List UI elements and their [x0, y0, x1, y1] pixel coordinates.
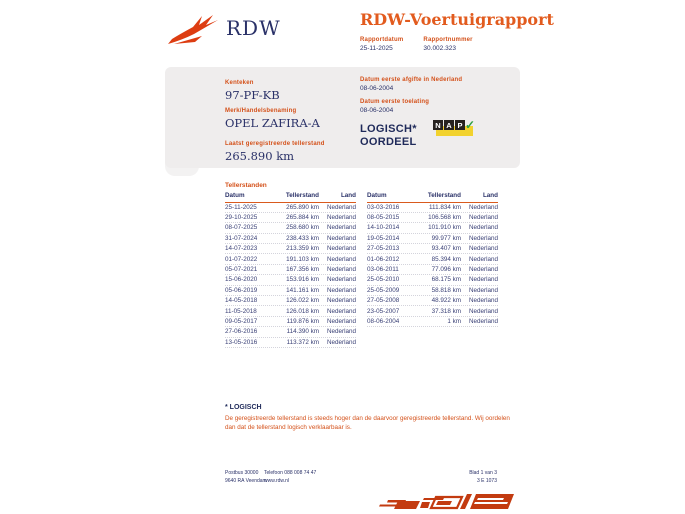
summary-left-column	[225, 80, 325, 169]
row-date: 27-05-2008	[367, 297, 400, 305]
footer-phone: Telefoon 088 008 74 47	[264, 470, 317, 476]
verdict-line2: OORDEEL	[360, 136, 417, 148]
nap-letter-a: A	[444, 120, 454, 130]
row-date: 23-05-2007	[367, 307, 400, 315]
row-country: Nederland	[326, 297, 356, 305]
row-country: Nederland	[468, 245, 498, 253]
table-header	[225, 192, 356, 203]
row-odometer: 68.175 km	[431, 276, 461, 284]
row-date: 13-05-2016	[225, 338, 258, 346]
column-header-date: Datum	[225, 192, 245, 199]
row-odometer: 126.022 km	[286, 297, 319, 305]
row-date: 11-05-2018	[225, 307, 257, 315]
row-odometer: 113.372 km	[286, 338, 319, 346]
row-country: Nederland	[326, 317, 356, 325]
column-header-odometer: Tellerstand	[285, 192, 319, 199]
row-date: 14-10-2014	[367, 224, 400, 232]
rdw-logo	[168, 14, 281, 46]
table-row	[225, 254, 356, 264]
row-odometer: 93.407 km	[431, 245, 461, 253]
first-admission-label: Datum eerste toelating	[360, 99, 430, 105]
nap-letter-p: P	[455, 120, 465, 130]
row-country: Nederland	[468, 203, 498, 211]
report-date-label: Rapportdatum	[360, 37, 404, 43]
row-date: 27-06-2016	[225, 328, 258, 336]
row-date: 05-07-2021	[225, 266, 258, 274]
row-country: Nederland	[326, 224, 356, 232]
column-header-country: Land	[340, 192, 356, 199]
vehicle-summary-box	[165, 67, 520, 168]
row-country: Nederland	[326, 286, 356, 294]
table-row	[225, 327, 356, 337]
odometer-section-title: Tellerstanden	[225, 182, 267, 189]
row-date: 08-06-2004	[367, 317, 400, 325]
row-odometer: 37.318 km	[431, 307, 461, 315]
odometer-block	[225, 141, 325, 163]
row-country: Nederland	[468, 317, 498, 325]
row-date: 19-05-2014	[367, 234, 400, 242]
row-country: Nederland	[326, 307, 356, 315]
table-row	[367, 254, 498, 264]
license-plate-label: Kenteken	[225, 80, 254, 86]
report-number-block	[423, 37, 472, 52]
footer-address-line1: Postbus 30000	[225, 470, 259, 476]
row-odometer: 106.568 km	[428, 214, 461, 222]
nap-logo	[433, 120, 479, 138]
row-date: 29-10-2025	[225, 214, 258, 222]
row-date: 09-05-2017	[225, 317, 258, 325]
footer-contact	[264, 469, 316, 485]
row-country: Nederland	[326, 214, 356, 222]
row-odometer: 258.680 km	[286, 224, 319, 232]
row-odometer: 213.359 km	[286, 245, 319, 253]
report-date-value: 25-11-2025	[360, 45, 393, 52]
row-country: Nederland	[468, 276, 498, 284]
row-odometer: 114.390 km	[286, 328, 319, 336]
row-country: Nederland	[468, 286, 498, 294]
verdict-line1: LOGISCH*	[360, 123, 417, 135]
row-date: 08-05-2015	[367, 214, 400, 222]
row-date: 15-06-2020	[225, 276, 258, 284]
table-row	[367, 275, 498, 285]
row-country: Nederland	[326, 266, 356, 274]
table-row	[367, 234, 498, 244]
first-issue-value: 08-06-2004	[360, 85, 394, 92]
report-meta	[360, 37, 473, 52]
row-odometer: 167.356 km	[286, 266, 319, 274]
row-date: 27-05-2013	[367, 245, 400, 253]
row-country: Nederland	[468, 214, 498, 222]
table-body	[225, 203, 356, 348]
rdw-wing-icon	[168, 14, 220, 46]
footer-website: www.rdw.nl	[264, 478, 290, 484]
footer-stripes-decoration	[372, 489, 522, 513]
row-date: 31-07-2024	[225, 234, 258, 242]
odometer-table-right	[367, 192, 498, 327]
row-odometer: 265.890 km	[286, 203, 319, 211]
table-row	[225, 213, 356, 223]
table-row	[367, 286, 498, 296]
row-country: Nederland	[326, 338, 356, 346]
table-row	[225, 223, 356, 233]
footer-address-line2: 9640 RA Veendam	[225, 478, 267, 484]
row-country: Nederland	[326, 234, 356, 242]
row-date: 03-06-2011	[367, 266, 399, 274]
table-row	[225, 306, 356, 316]
row-date: 03-03-2016	[367, 203, 400, 211]
odometer-label: Laatst geregistreerde tellerstand	[225, 141, 325, 147]
footer-page-info	[420, 469, 497, 485]
row-odometer: 77.096 km	[431, 266, 461, 274]
odometer-table-left	[225, 192, 356, 348]
checkmark-icon: ✓	[465, 118, 476, 132]
row-country: Nederland	[468, 297, 498, 305]
footnote-title: * LOGISCH	[225, 404, 262, 411]
nap-letter-n: N	[433, 120, 443, 130]
table-row	[225, 338, 356, 348]
row-date: 14-05-2018	[225, 297, 258, 305]
row-odometer: 1 km	[447, 317, 461, 325]
table-row	[225, 244, 356, 254]
table-body	[367, 203, 498, 328]
row-odometer: 191.103 km	[286, 255, 319, 263]
table-row	[367, 244, 498, 254]
row-odometer: 238.433 km	[286, 234, 319, 242]
row-odometer: 85.394 km	[431, 255, 461, 263]
make-model-value: OPEL ZAFIRA-A	[225, 116, 320, 130]
table-header	[367, 192, 498, 203]
table-row	[225, 317, 356, 327]
first-issue-label: Datum eerste afgifte in Nederland	[360, 77, 463, 83]
row-country: Nederland	[326, 245, 356, 253]
report-date-block	[360, 37, 403, 52]
footnote-text: De geregistreerde tellerstand is steeds hoger dan de daarvoor geregistreerde tellerstand. Wij oordelen dan dat de tellerstand logisch verklaarbaar is.	[225, 415, 510, 431]
row-country: Nederland	[326, 255, 356, 263]
table-row	[367, 213, 498, 223]
row-date: 05-06-2019	[225, 286, 258, 294]
table-row	[367, 296, 498, 306]
footer-form-code: 3 E 1073	[476, 478, 497, 484]
table-row	[225, 234, 356, 244]
report-number-label: Rapportnummer	[423, 37, 473, 43]
row-date: 01-07-2022	[225, 255, 258, 263]
row-country: Nederland	[468, 224, 498, 232]
nap-letters	[433, 120, 465, 130]
summary-right-column	[360, 77, 462, 149]
rdw-logo-text: RDW	[226, 16, 281, 40]
row-country: Nederland	[468, 255, 498, 263]
column-header-country: Land	[482, 192, 498, 199]
table-row	[225, 296, 356, 306]
row-odometer: 111.834 km	[429, 203, 461, 211]
row-date: 25-05-2009	[367, 286, 400, 294]
row-country: Nederland	[468, 234, 498, 242]
row-country: Nederland	[468, 307, 498, 315]
row-date: 14-07-2023	[225, 245, 258, 253]
footer-address	[225, 469, 267, 485]
table-row	[367, 265, 498, 275]
table-row	[367, 203, 498, 213]
row-odometer: 99.977 km	[431, 234, 461, 242]
page-title: RDW-Voertuigrapport	[360, 10, 554, 29]
make-model-label: Merk/Handelsbenaming	[225, 108, 297, 114]
row-odometer: 58.818 km	[431, 286, 461, 294]
row-odometer: 101.910 km	[428, 224, 461, 232]
table-row	[225, 275, 356, 285]
first-admission-value: 08-06-2004	[360, 107, 394, 114]
row-odometer: 126.018 km	[286, 307, 319, 315]
row-country: Nederland	[468, 266, 498, 274]
row-odometer: 265.884 km	[286, 214, 319, 222]
table-row	[367, 317, 498, 327]
table-row	[225, 286, 356, 296]
row-odometer: 153.916 km	[286, 276, 319, 284]
row-date: 25-11-2025	[225, 203, 257, 211]
table-row	[367, 223, 498, 233]
row-odometer: 48.922 km	[431, 297, 461, 305]
row-date: 01-06-2012	[367, 255, 400, 263]
report-number-value: 30.002.323	[423, 45, 456, 52]
table-row	[225, 265, 356, 275]
row-odometer: 141.161 km	[286, 286, 319, 294]
table-row	[225, 203, 356, 213]
table-row	[367, 306, 498, 316]
row-country: Nederland	[326, 276, 356, 284]
row-odometer: 119.876 km	[286, 317, 319, 325]
license-plate-value: 97-PF-KB	[225, 88, 280, 102]
row-date: 25-05-2010	[367, 276, 400, 284]
column-header-date: Datum	[367, 192, 387, 199]
column-header-odometer: Tellerstand	[427, 192, 461, 199]
row-country: Nederland	[326, 203, 356, 211]
row-date: 08-07-2025	[225, 224, 258, 232]
row-country: Nederland	[326, 328, 356, 336]
odometer-value: 265.890 km	[225, 149, 295, 163]
footer-page-number: Blad 1 van 3	[469, 470, 497, 476]
